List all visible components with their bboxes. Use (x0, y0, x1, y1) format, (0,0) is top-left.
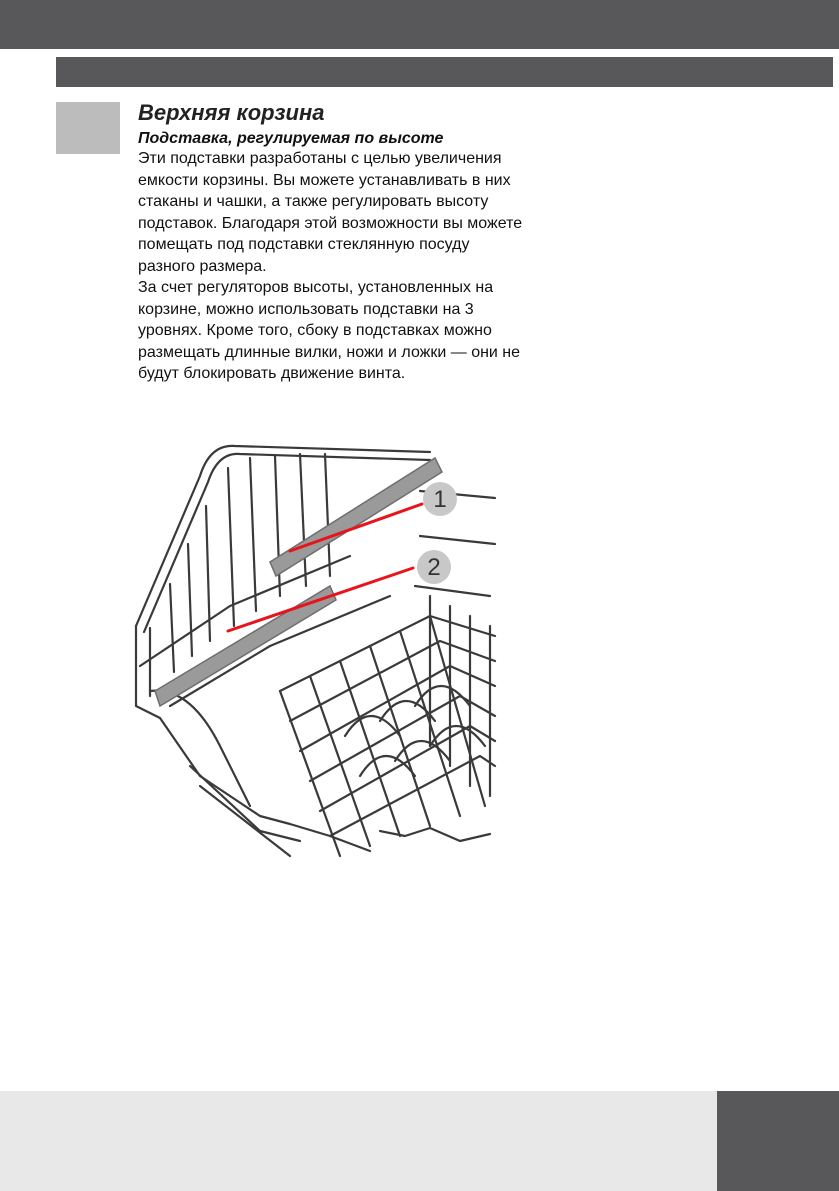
callout-1-label: 1 (433, 486, 447, 513)
section-content (138, 100, 598, 385)
upper-basket-illustration (130, 436, 500, 860)
callout-1 (423, 482, 457, 516)
footer-band (0, 1091, 839, 1191)
callout-2-label: 2 (427, 554, 441, 581)
section-bar (56, 57, 833, 87)
paragraph-2: За счет регуляторов высоты, установленных на корзине, можно использовать подставки на 3 уровнях. Кроме того, сбоку в подставках можно размещать длинные вилки, ножи и ложки — они не будут блокировать движение винта. (138, 279, 521, 382)
section-subtitle: Подставка, регулируемая по высоте (138, 130, 444, 147)
shelf-upper (270, 458, 442, 576)
section-title: Верхняя корзина (138, 100, 325, 125)
paragraph-1: Эти подставки разработаны с целью увеличения емкости корзины. Вы можете устанавливать в них стаканы и чашки, а также регулировать высоту подставок. Благодаря этой возможности вы можете помещать под подставки стеклянную посуду разного размера. (138, 150, 523, 275)
header-bar (0, 0, 839, 49)
page-number-box (717, 1091, 839, 1191)
callout-2 (417, 550, 451, 584)
section-marker (56, 102, 120, 154)
adjustable-shelves (155, 458, 442, 706)
